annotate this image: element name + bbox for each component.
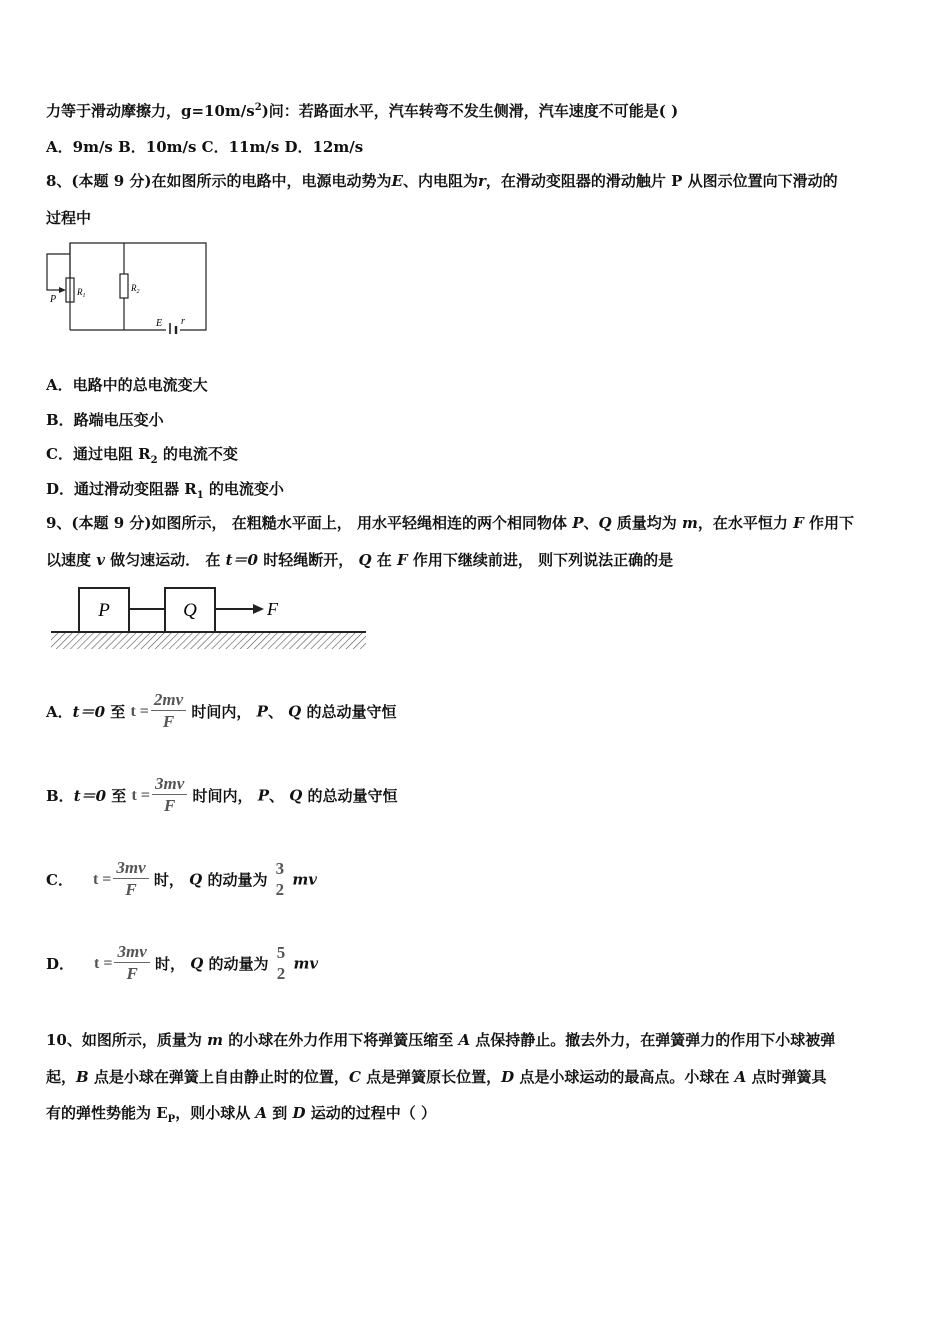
q10-stem-line3: 有的弹性势能为 $E_P$，则小球从 A 到 D 运动的过程中（ ） (46, 1104, 436, 1125)
q7-text: 力等于滑动摩擦力，$g=10m/s^2$)问：若路面水平，汽车转弯不发生侧滑，汽车速度不可能是( ) (46, 102, 679, 120)
q8-stem-line2: 过程中 (46, 209, 92, 227)
label-r2: $R_2$ (131, 283, 140, 295)
fraction-5-over-2: 5 2 (276, 942, 286, 983)
circuit-outer-wire (70, 243, 206, 330)
force-label: F (267, 599, 278, 619)
block-q-label: Q (183, 600, 197, 621)
slider-arrow-icon (59, 287, 66, 293)
block-p-label: P (98, 600, 110, 621)
q9-option-d: D． t = $\frac{3mv}{F}$ 时， Q 的动量为 5 2 mv (46, 942, 319, 983)
q9-stem-line1: 9、(本题 9 分)如图所示， 在粗糙水平面上， 用水平轻绳相连的两个相同物体 P、Q 质量均为 m，在水平恒力 F 作用下 (46, 514, 855, 532)
fraction-3mv-over-f: $\frac{3mv}{F}$ (152, 774, 187, 817)
fraction-3-over-2: 3 2 (275, 858, 285, 899)
q7-options: A．9m/s B．10m/s C．11m/s D．12m/s (46, 138, 364, 156)
q9-option-b: B．t＝0 至 t = $\frac{3mv}{F}$ 时间内， P、 Q 的总动量守恒 (46, 774, 398, 815)
label-r: r (181, 316, 185, 327)
ground-hatching (51, 633, 366, 649)
force-arrow-icon (253, 604, 264, 614)
label-e: E (156, 318, 163, 329)
q10-stem-line1: 10、如图所示，质量为 m 的小球在外力作用下将弹簧压缩至 A 点保持静止。撤去外力，在弹簧弹力的作用下小球被弹 (46, 1031, 836, 1049)
blocks-diagram (50, 584, 368, 652)
q9-option-c: C． t = $\frac{3mv}{F}$ 时， Q 的动量为 3 2 mv (46, 858, 317, 899)
label-r1: $R_1$ (77, 287, 86, 299)
q8-option-c: C．通过电阻 $R_2$ 的电流不变 (46, 445, 238, 466)
resistor-r2 (120, 274, 128, 298)
q9-option-a: A．t＝0 至 t = $\frac{2mv}{F}$ 时间内， P、 Q 的总动量守恒 (46, 690, 397, 731)
q8-option-d: D．通过滑动变阻器 $R_1$ 的电流变小 (46, 480, 284, 501)
q9-stem-line2: 以速度 v 做匀速运动． 在 t＝0 时轻绳断开， Q 在 F 作用下继续前进， 则下列说法正确的是 (46, 551, 674, 569)
q8-option-a: A．电路中的总电流变大 (46, 376, 208, 394)
q8-stem-line1: 8、(本题 9 分)在如图所示的电路中，电源电动势为E、内电阻为r，在滑动变阻器的滑动触片 P 从图示位置向下滑动的 (46, 172, 838, 190)
q8-option-b: B．路端电压变小 (46, 411, 164, 429)
circuit-diagram (44, 238, 212, 334)
q10-stem-line2: 起，B 点是小球在弹簧上自由静止时的位置，C 点是弹簧原长位置，D 点是小球运动的最高点。小球在 A 点时弹簧具 (46, 1068, 827, 1086)
fraction-2mv-over-f: $\frac{2mv}{F}$ (151, 690, 186, 733)
label-p: P (50, 294, 57, 305)
fraction-3mv-over-f: $\frac{3mv}{F}$ (113, 858, 148, 901)
fraction-3mv-over-f: $\frac{3mv}{F}$ (114, 942, 149, 985)
